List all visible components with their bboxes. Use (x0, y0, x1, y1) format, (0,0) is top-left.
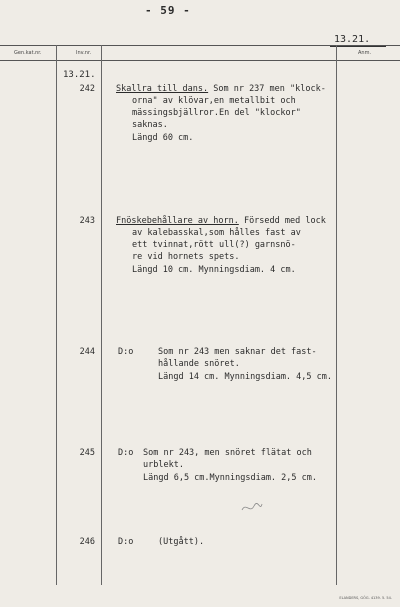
entry-line: orna" av klövar,en metallbit och (132, 96, 296, 106)
entry-ditto: D:o (118, 537, 134, 547)
page-number: - 59 - (145, 4, 191, 17)
printer-footer: ELANDERS, GÖG. 4139. 5. 54. (339, 596, 392, 600)
entry-line: Längd 6,5 cm.Mynningsdiam. 2,5 cm. (143, 473, 317, 483)
header-col-invnr: Inv.nr. (76, 50, 92, 56)
header-top-rule (0, 45, 400, 46)
entry-title: Skallra till dans. (116, 84, 209, 94)
entry-line: Som nr 237 men "klock- (208, 84, 326, 94)
entry-ditto: D:o (118, 448, 134, 458)
entry-ditto: D:o (118, 347, 134, 357)
top-right-code: 13.21. (334, 34, 371, 45)
header-bottom-rule (0, 60, 400, 61)
entry-number: 244 (79, 347, 95, 357)
entry-number: 242 (79, 84, 95, 94)
entry-line: mässingsbjällror.En del "klockor" (132, 108, 301, 118)
scribble-mark-icon (240, 500, 264, 516)
entry-line: re vid hornets spets. (132, 252, 240, 262)
entry-line: Längd 14 cm. Mynningsdiam. 4,5 cm. (158, 372, 332, 382)
entry-line: Försedd med lock (238, 216, 326, 226)
entry-line: urblekt. (143, 460, 184, 470)
entry-number: 246 (79, 537, 95, 547)
entry-line: Som nr 243, men snöret flätat och (143, 448, 312, 458)
column-divider-1 (56, 45, 57, 585)
entry-line: Längd 60 cm. (132, 133, 194, 143)
header-col-genkat: Gen.kat.nr. (14, 50, 42, 56)
entry-line: ett tvinnat,rött ull(?) garnsnö- (132, 240, 296, 250)
entry-line: hållande snöret. (158, 359, 240, 369)
column-divider-2 (101, 45, 102, 585)
entry-line: saknas. (132, 120, 168, 130)
entry-line: av kalebasskal,som hålles fast av (132, 228, 301, 238)
column-divider-3 (336, 45, 337, 585)
entry-number: 245 (79, 448, 95, 458)
section-code: 13.21. (63, 70, 96, 80)
entry-line: (Utgått). (158, 537, 205, 547)
entry-number: 243 (79, 216, 95, 226)
entry-title: Fnöskebehållare av horn. (116, 216, 239, 226)
header-col-anm: Anm. (358, 50, 372, 56)
top-code-underline (330, 46, 386, 47)
entry-line: Som nr 243 men saknar det fast- (158, 347, 317, 357)
entry-line: Längd 10 cm. Mynningsdiam. 4 cm. (132, 265, 296, 275)
